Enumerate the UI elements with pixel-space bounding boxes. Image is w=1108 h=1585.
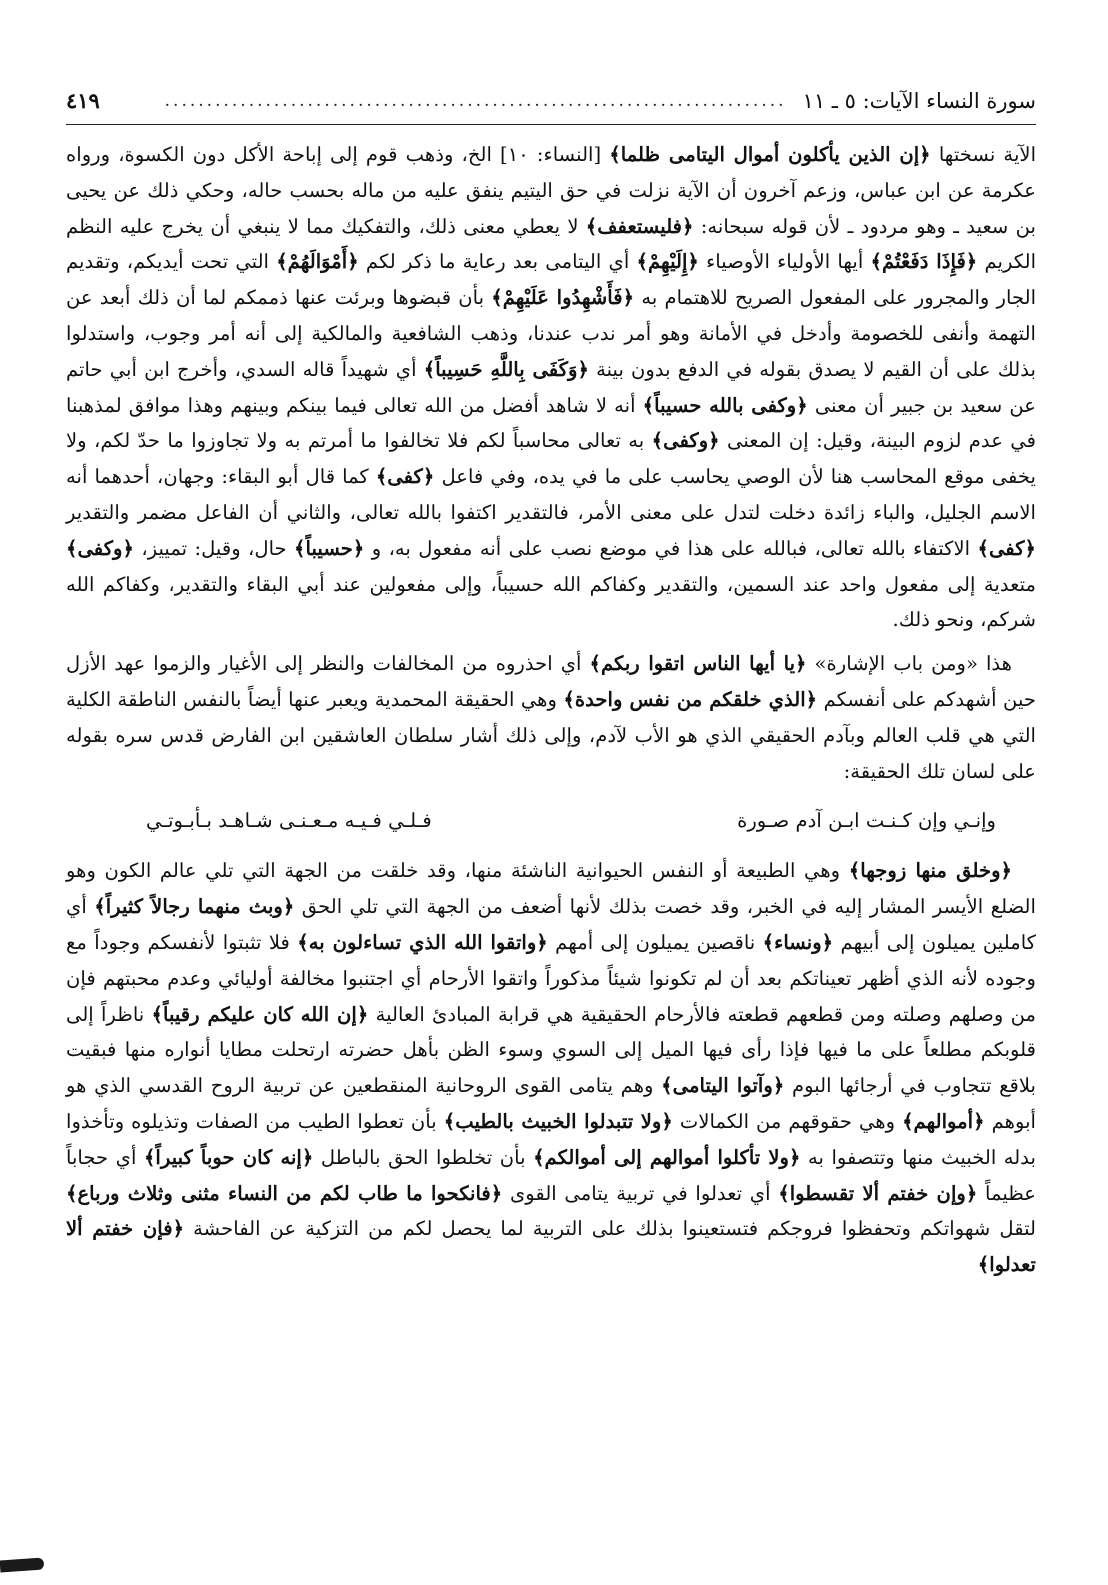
- text-run: هذا «ومن باب الإشارة»: [814, 652, 1013, 676]
- quran-quote: ﴿فَإِذَا دَفَعْتُمْ﴾: [870, 250, 978, 274]
- running-title: سورة النساء الآيات: ٥ ـ ١١: [802, 89, 1036, 113]
- quran-quote: ﴿أَمْوَالَهُمْ﴾: [276, 250, 359, 274]
- quran-quote: ﴿ونساء﴾: [762, 930, 834, 954]
- quran-quote: ﴿وإن خفتم ألا تقسطوا﴾: [778, 1181, 978, 1205]
- text-run: أنه لا شاهد أفضل من الله تعالى فيما بينكم وبينهم وهذا موافق لمذهبنا في عدم لزوم البينة، وقيل: إن المعنى: [66, 393, 1036, 453]
- quran-quote: ﴿ولا تأكلوا أموالهم إلى أموالكم﴾: [533, 1145, 801, 1169]
- quran-quote: ﴿وخلق منها زوجها﴾: [848, 859, 1013, 883]
- leader-dots: ..........................................................................: [164, 91, 787, 111]
- text-run: أي تعدلوا في تربية يتامى القوى: [509, 1181, 771, 1205]
- text-run: وهم يتامى القوى الروحانية المنقطعين عن تربية الروح القدسي الذي هو أبوهم: [66, 1074, 1036, 1133]
- quran-quote: ﴿فانكحوا ما طاب لكم من النساء مثنى وثلاث ورباع﴾: [66, 1181, 503, 1205]
- text-run: التي تحت أيديكم، وتقديم الجار والمجرور على المفعول الصريح للاهتمام به: [66, 250, 1037, 310]
- quran-quote: ﴿وكفى بالله حسيباً﴾: [642, 393, 808, 417]
- quran-quote: ﴿وكفى﴾: [651, 429, 720, 453]
- quran-quote: ﴿وبث منهما رجالاً كثيراً﴾: [94, 895, 295, 919]
- text-run: متعدية إلى مفعول واحد عند السمين، والتقدير وكفاكم الله حسيباً، وإلى مفعولين عند أبي البقاء والتقدير، وكفاكم الله شركم، ونحو ذلك.: [66, 572, 1036, 632]
- quran-quote: ﴿وكفى﴾: [66, 536, 134, 560]
- text-run: أيها الأولياء الأوصياء: [706, 250, 864, 274]
- text-run: أي كاملين يميلون إلى أبيهم: [66, 895, 1036, 954]
- text-run: أي حجاباً عظيماً: [66, 1145, 1036, 1205]
- scan-edge-mark: [0, 1557, 44, 1572]
- quran-quote: ﴿فليستعفف﴾: [585, 214, 694, 238]
- text-run: لتقل شهواتكم وتحفظوا فروجكم فتستعينوا بذلك على التربية لما يحصل لكم من التزكية عن الفاحشة: [193, 1217, 1036, 1241]
- quran-quote: ﴿وآتوا اليتامى﴾: [661, 1074, 785, 1098]
- text-run: [النساء: ١٠] الخ، وذهب قوم إلى إباحة الأكل دون الكسوة، ورواه عكرمة عن ابن عباس، وزعم آخرون أن الآية نزلت في حق اليتيم ينفق عليه من ماله بحسب حاله، وحكي ذلك عن يحيى بن سعيد ـ وهو مردود ـ لأن قوله سبحانه:: [66, 143, 1036, 238]
- text-run: أي شهيداً قاله السدي، وأخرج ابن أبي حاتم عن سعيد بن جبير أن معنى: [66, 357, 1036, 417]
- quran-quote: ﴿كفى﴾: [375, 465, 435, 489]
- page-header: [66, 86, 1036, 125]
- text-run: حال، وقيل: تمييز،: [141, 536, 287, 560]
- quran-quote: ﴿إن الله كان عليكم رقيباً﴾: [151, 1002, 369, 1026]
- text-run: وهي الحقيقة المحمدية ويعبر عنها أيضاً بالنفس الناطقة الكلية التي هي قلب العالم وبآدم الحقيقي الذي هو الأب لآدم، وإلى ذلك أشار سلطان العاشقين ابن الفارض قدس سره بقوله على لسان تلك الحقيقة:: [66, 687, 1036, 783]
- paragraph-3: [66, 853, 1036, 1283]
- text-run: ناظراً إلى قلوبكم مطلعاً على ما فيها فإذا رأى فيها الميل إلى السوي وسوء الظن بأهل حضرته ارتحلت مطايا أنواره منها فبقيت بلاقع تتجاوب في أرجائها البوم: [66, 1002, 1037, 1098]
- text-run: وهي حقوقهم من الكمالات: [679, 1109, 896, 1133]
- verse-first-hemistich: وإنـي وإن كـنـت ابـن آدم صـورة: [737, 809, 996, 833]
- text-run: بأن قبضوها وبرئت عنها ذممكم لما أن ذلك أبعد عن التهمة وأنفى للخصومة وأدخل في الأمانة وهو أمر ندب عندنا، وذهب الشافعية والمالكية إلى أنه أمر وجوب، واستدلوا بذلك على أن القيم لا يصدق بقوله في الدفع بدون بينة: [66, 286, 1037, 381]
- text-run: بأن تخلطوا الحق بالباطل: [320, 1145, 526, 1169]
- page-body: [66, 137, 1036, 1283]
- quran-quote: ﴿ولا تتبدلوا الخبيث بالطيب﴾: [443, 1109, 673, 1133]
- text-run: أي احذروه من المخالفات والنظر إلى الأغيار والزموا عهد الأزل حين أشهدكم على أنفسكم: [66, 652, 1036, 711]
- quran-quote: ﴿فَأَشْهِدُوا عَلَيْهِمْ﴾: [491, 286, 635, 310]
- text-run: كما قال أبو البقاء: وجهان، أحدهما أنه الاسم الجليل، والباء زائدة دخلت لتدل على معنى الأمر، فالتقدير اكتفوا بالله تعالى، والثاني أن الفاعل مضمر والتقدير: [66, 465, 1036, 524]
- text-run: وهي الطبيعة أو النفس الحيوانية الناشئة منها، وقد خلقت من الجهة التي تلي عالم الكون وهو الضلع الأيسر المشار إليه في الخبر، وقد خصت بذلك لأنها أضعف من الجهة التي تلي الحق: [66, 859, 1036, 919]
- page-number: ٤١٩: [66, 88, 100, 113]
- paragraph-2: [66, 646, 1036, 789]
- paragraph-1: [66, 137, 1036, 638]
- text-run: بأن تعطوا الطيب من الصفات وتذيلوه وتأخذوا بدله الخبيث منها وتتصفوا به: [66, 1109, 1037, 1169]
- quran-quote: ﴿الذي خلقكم من نفس واحدة﴾: [563, 687, 818, 711]
- quran-quote: ﴿وَكَفَى بِاللَّهِ حَسِيباً﴾: [423, 357, 589, 381]
- text-run: الاكتفاء بالله تعالى، فبالله على هذا في موضع نصب على أنه مفعول به، و: [371, 536, 971, 560]
- quran-quote: ﴿حسيباً﴾: [294, 536, 365, 560]
- quran-quote: ﴿إنه كان حوباً كبيراً﴾: [143, 1145, 314, 1169]
- text-run: لا يعطي معنى ذلك، والتفكيك مما لا ينبغي أن يخرج عليه النظم الكريم: [66, 214, 1037, 274]
- quran-quote: ﴿إن الذين يأكلون أموال اليتامى ظلما﴾: [609, 143, 931, 166]
- text-run: أي اليتامى بعد رعاية ما ذكر لكم: [365, 250, 630, 274]
- text-run: به تعالى محاسباً لكم فلا تخالفوا ما أمرتم به ولا تجاوزوا ما حدّ لكم، ولا يخفى موقع المحاسب هنا لأن الوصي يحاسب على ما في يده، وفي فاعل: [66, 429, 1036, 489]
- verse-second-hemistich: فـلـي فـيـه مـعـنـى شـاهـد بـأبـوتـي: [146, 809, 432, 833]
- text-run: الآية نسختها: [938, 143, 1037, 166]
- text-run: فلا تثبتوا لأنفسكم وجوداً مع وجوده لأنه الذي أظهر تعيناتكم بعد أن لم تكونوا شيئاً مذكوراً واتقوا الأرحام أي اجتنبوا مخالفة أوليائي وعدم محبتهم فإن من وصلهم وصلته ومن قطعهم قطعته فالأرحام الحقيقية هي قرابة المبادئ العالية: [66, 930, 1037, 1026]
- poetry-verse: [146, 803, 996, 839]
- quran-quote: ﴿واتقوا الله الذي تساءلون به﴾: [297, 930, 548, 954]
- quran-quote: ﴿يا أيها الناس اتقوا ربكم﴾: [589, 652, 807, 676]
- quran-quote: ﴿إِلَيْهِمْ﴾: [636, 250, 699, 274]
- text-run: ناقصين يميلون إلى أمهم: [555, 930, 756, 954]
- quran-quote: ﴿أموالهم﴾: [902, 1109, 985, 1133]
- quran-quote: ﴿فإن خفتم ألا تعدلوا﴾: [66, 1217, 1036, 1277]
- document-page: [66, 86, 1036, 1283]
- quran-quote: ﴿كفى﴾: [977, 536, 1037, 560]
